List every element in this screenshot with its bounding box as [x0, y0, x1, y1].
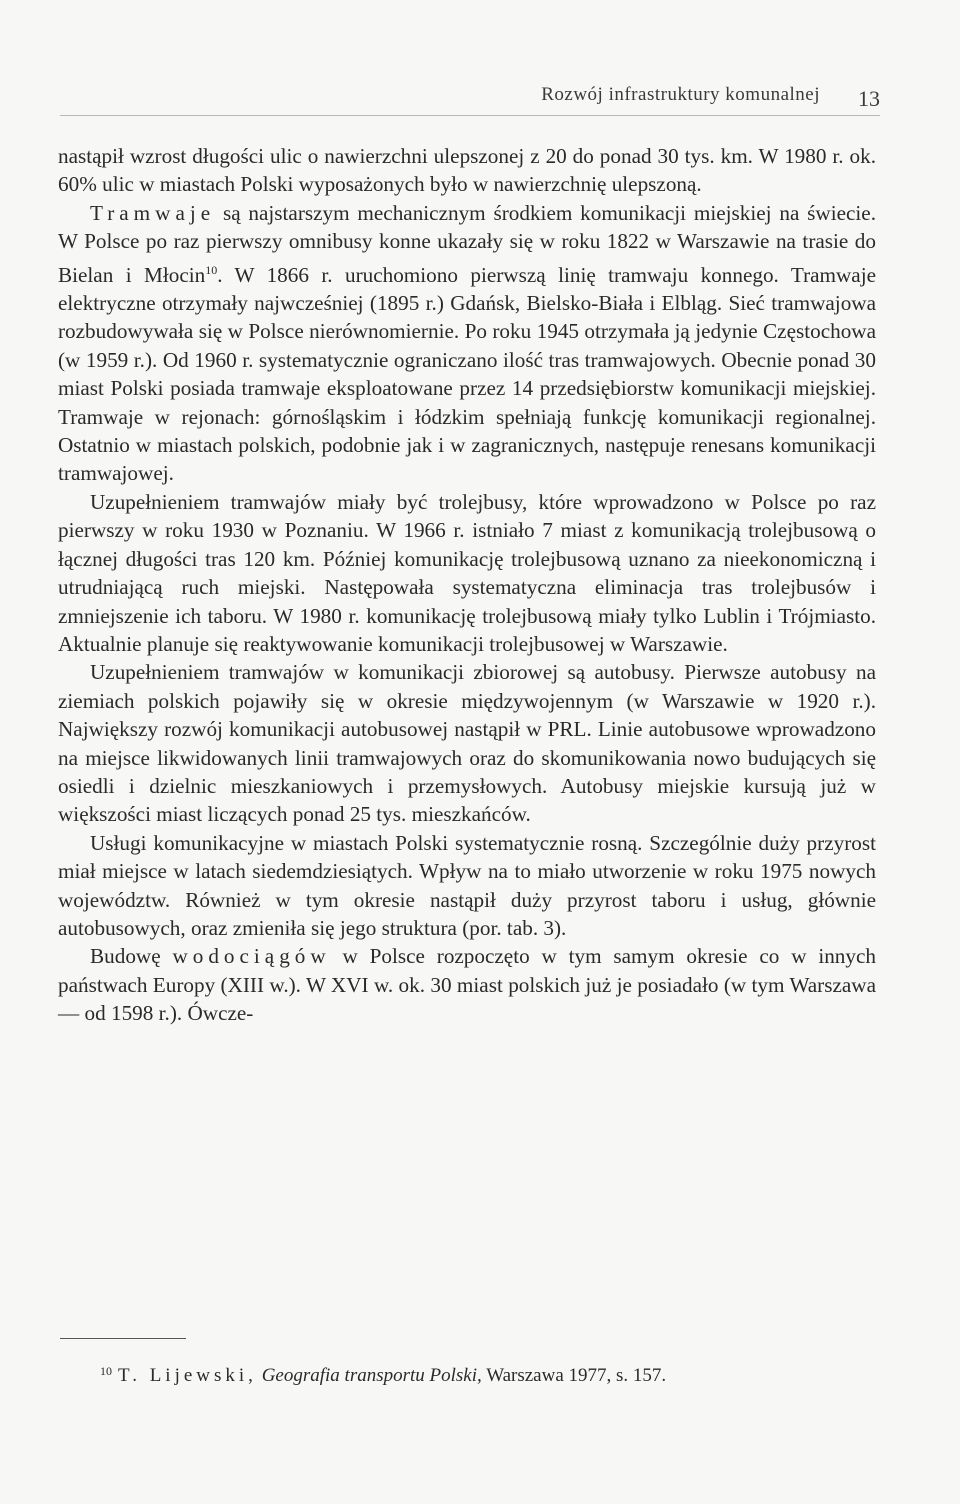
paragraph-6-text-a: Budowę [90, 944, 173, 969]
paragraph-6 [58, 942, 876, 1027]
header-title: Rozwój infrastruktury komunalnej [541, 84, 820, 105]
footnote [100, 1358, 860, 1389]
paragraph-6-text-b: w Polsce rozpoczęto w tym samym okresie co w innych państwach Europy (XIII w.). W XVI w. ok. 30 miast polskich już je posiadało (w tym Warszawa — od 1598 r.). Ówcze- [58, 944, 876, 1026]
running-header [60, 84, 880, 114]
footnote-rule [60, 1338, 186, 1339]
paragraph-2 [58, 199, 876, 488]
footnote-title: Geografia transportu Polski, [261, 1365, 482, 1386]
footnote-rest: Warszawa 1977, s. 157. [481, 1365, 667, 1386]
page-number: 13 [858, 86, 880, 111]
term-tramwaje: Tramwaje [90, 200, 216, 225]
paragraph-5: Usługi komunikacyjne w miastach Polski systematycznie rosną. Szczególnie duży przyrost miał miejsce w latach siedemdziesiątych. Wpływ na to miało utworzenie w roku 1975 nowych województw. Również w tym okresie nastąpił duży przyrost taboru i usług, głównie autobusowych, oraz zmieniła się jego struktura (por. tab. 3). [58, 830, 876, 940]
term-wodociagow: wodociągów [172, 944, 331, 969]
body-text [58, 142, 876, 1028]
paragraph-2-text-a: są najstarszym mechanicznym środkiem komunikacji miejskiej na świecie. W Polsce po raz pierwszy omnibusy konne ukazały się w roku 1822 w Warszawie na trasie do Bielan i Młocin [58, 200, 876, 287]
paragraph-3: Uzupełnieniem tramwajów miały być trolejbusy, które wprowadzono w Polsce po raz pierwszy w roku 1930 w Poznaniu. W 1966 r. istniało 7 miast z komunikacją trolejbusową o łącznej długości tras 120 km. Później komunikację trolejbusową uznano za nieekonomiczną i utrudniającą ruch miejski. Następowała systematyczna eliminacja tras trolejbusów i zmniejszenie ich taboru. W 1980 r. komunikację trolejbusową miały tylko Lublin i Trójmiasto. Aktualnie planuje się reaktywowanie komunikacji trolejbusowej w Warszawie. [58, 489, 876, 656]
footnote-marker: 10 [100, 1364, 112, 1378]
paragraph-1: nastąpił wzrost długości ulic o nawierzchni ulepszonej z 20 do ponad 30 tys. km. W 1980 r. ok. 60% ulic w miastach Polski wyposażonych było w nawierzchnię ulepszoną. [58, 144, 876, 197]
footnote-ref: 10 [205, 262, 218, 277]
paragraph-4: Uzupełnieniem tramwajów w komunikacji zbiorowej są autobusy. Pierwsze autobusy na ziemiach polskich pojawiły się w okresie międzywojennym (w Warszawie w 1920 r.). Największy rozwój komunikacji autobusowej nastąpił w PRL. Linie autobusowe wprowadzono na miejsce likwidowanych linii tramwajowych oraz do skomunikowania nowo budujących się osiedli i dzielnic mieszkaniowych i przemysłowych. Autobusy miejskie kursują już w większości miast liczących ponad 25 tys. mieszkańców. [58, 660, 876, 827]
footnote-author: T. Lijewski, [118, 1365, 257, 1386]
paragraph-2-text-b: . W 1866 r. uruchomiono pierwszą linię tramwaju konnego. Tramwaje elektryczne otrzymały najwcześniej (1895 r.) Gdańsk, Bielsko-Biała i Elbląg. Sieć tramwajowa rozbudowywała się w Polsce nierównomiernie. Po roku 1945 otrzymała ją jedynie Częstochowa (w 1959 r.). Od 1960 r. systematycznie ograniczano ilość tras tramwajowych. Obecnie ponad 30 miast Polski posiada tramwaje eksploatowane przez 14 przedsiębiorstw komunikacji miejskiej. Tramwaje w rejonach: górnośląskim i łódzkim spełniają funkcję komunikacji regionalnej. Ostatnio w miastach polskich, podobnie jak i w zagranicznych, następuje renesans komunikacji tramwajowej. [58, 262, 876, 486]
header-rule [60, 115, 880, 116]
